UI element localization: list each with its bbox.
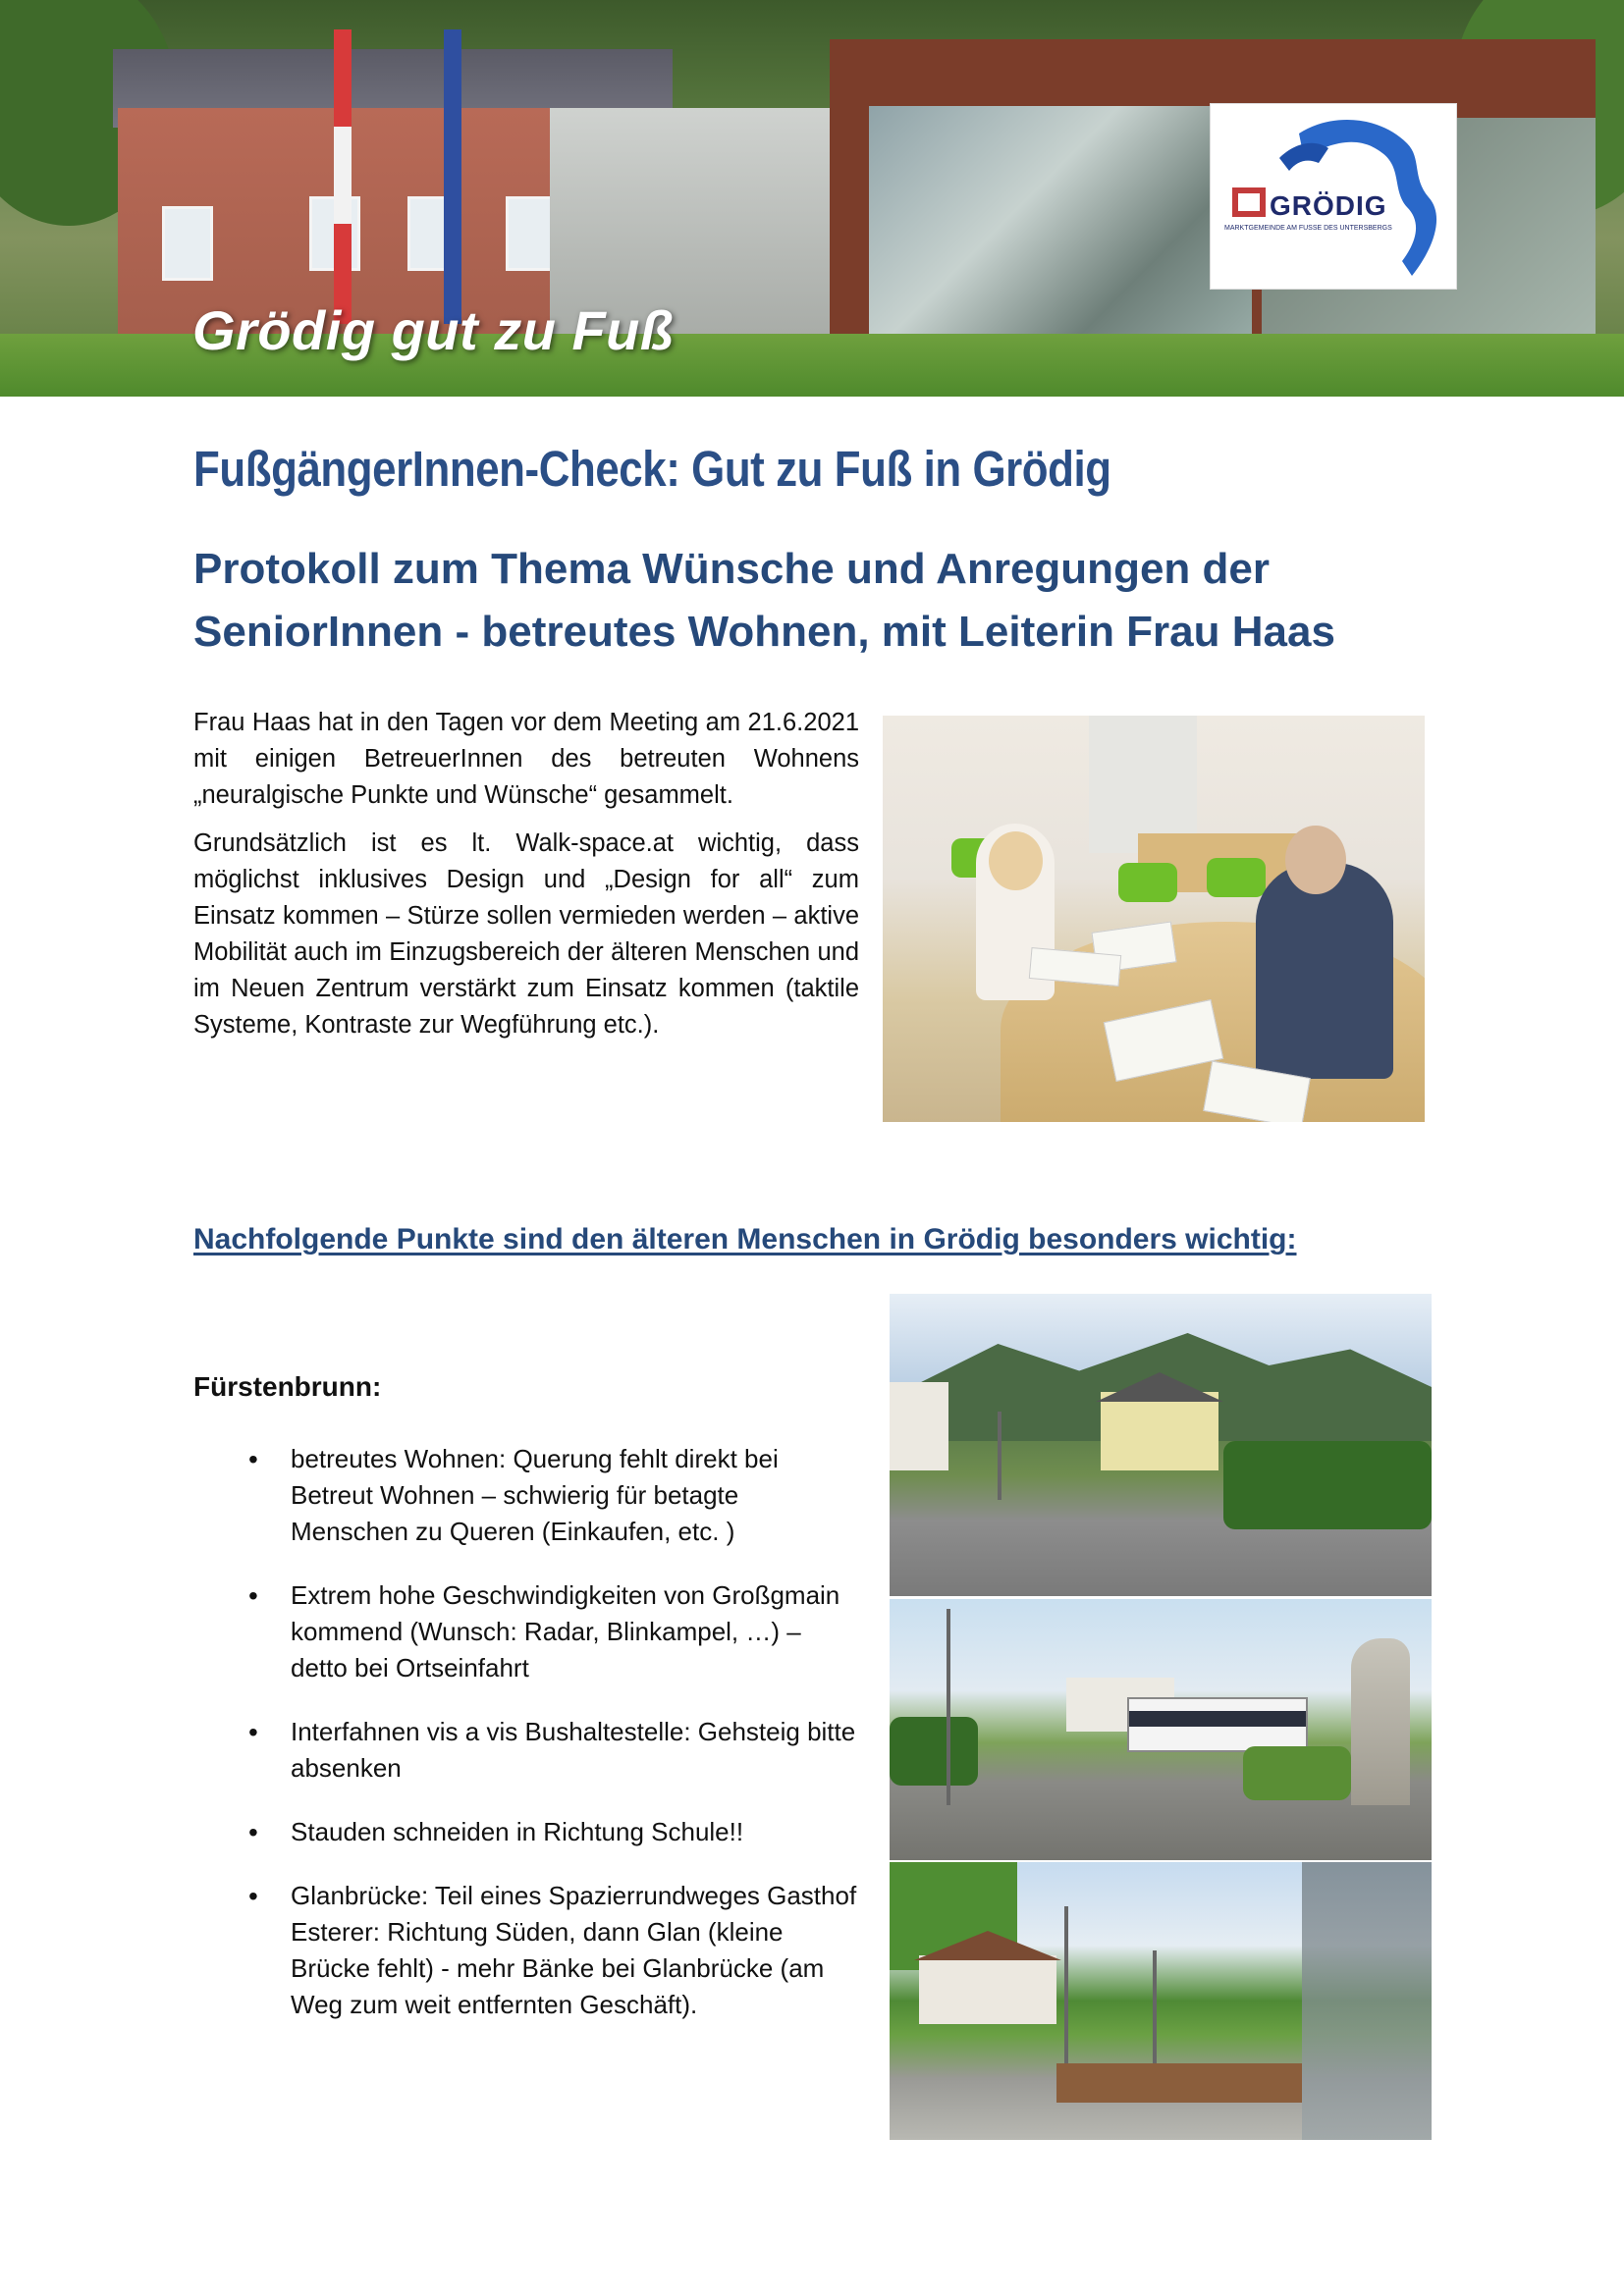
intro-paragraph-2: Grundsätzlich ist es lt. Walk-space.at wichtig, dass möglichst inklusives Design und „Design for all“ zum Einsatz kommen – Stürze sollen vermieden werden – aktive Mobilität auch im Einzugsbereich der älteren Menschen und im Neuen Zentrum verstärkt zum Einsatz kommen (taktile Systeme, Kontraste zur Wegführung etc.).: [193, 829, 859, 1039]
banner-title: Grödig gut zu Fuß: [192, 299, 675, 361]
page-title: FußgängerInnen-Check: Gut zu Fuß in Grödig: [193, 441, 1111, 497]
meeting-photo: [883, 716, 1425, 1122]
municipality-logo: [1210, 103, 1457, 290]
logo-subtitle: MARKTGEMEINDE AM FUSSE DES UNTERSBERGS: [1224, 225, 1392, 232]
intro-text: [193, 705, 859, 1055]
page-subtitle: Protokoll zum Thema Wünsche und Anregungen der SeniorInnen - betreutes Wohnen, mit Leiterin Frau Haas: [193, 545, 1335, 656]
list-item: • Extrem hohe Geschwindigkeiten von Großgmain kommend (Wunsch: Radar, Blinkampel, …) – detto bei Ortseinfahrt: [248, 1577, 857, 1686]
intro-paragraph-1: Frau Haas hat in den Tagen vor dem Meeting am 21.6.2021 mit einigen BetreuerInnen des betreuten Wohnens „neuralgische Punkte und Wünsche“ gesammelt.: [193, 709, 859, 809]
section-heading: Nachfolgende Punkte sind den älteren Menschen in Grödig besonders wichtig:: [193, 1223, 1297, 1255]
street-photo-1: [890, 1294, 1432, 1596]
list-item: • Glanbrücke: Teil eines Spazierrundweges Gasthof Esterer: Richtung Süden, dann Glan (kleine Brücke fehlt) - mehr Bänke bei Glanbrücke (am Weg zum weit entfernten Geschäft).: [248, 1878, 857, 2023]
list-item: • betreutes Wohnen: Querung fehlt direkt bei Betreut Wohnen – schwierig für betagte Menschen zu Queren (Einkaufen, etc. ): [248, 1441, 857, 1550]
header-banner: [0, 0, 1624, 397]
fuerstenbrunn-heading: Fürstenbrunn:: [193, 1371, 382, 1402]
fuerstenbrunn-list: [248, 1441, 857, 2051]
list-item: • Interfahnen vis a vis Bushaltestelle: Gehsteig bitte absenken: [248, 1714, 857, 1787]
street-photo-3: [890, 1862, 1432, 2140]
list-item: • Stauden schneiden in Richtung Schule!!: [248, 1814, 857, 1850]
street-photo-2: [890, 1599, 1432, 1860]
logo-wordmark: GRÖDIG: [1270, 190, 1387, 221]
